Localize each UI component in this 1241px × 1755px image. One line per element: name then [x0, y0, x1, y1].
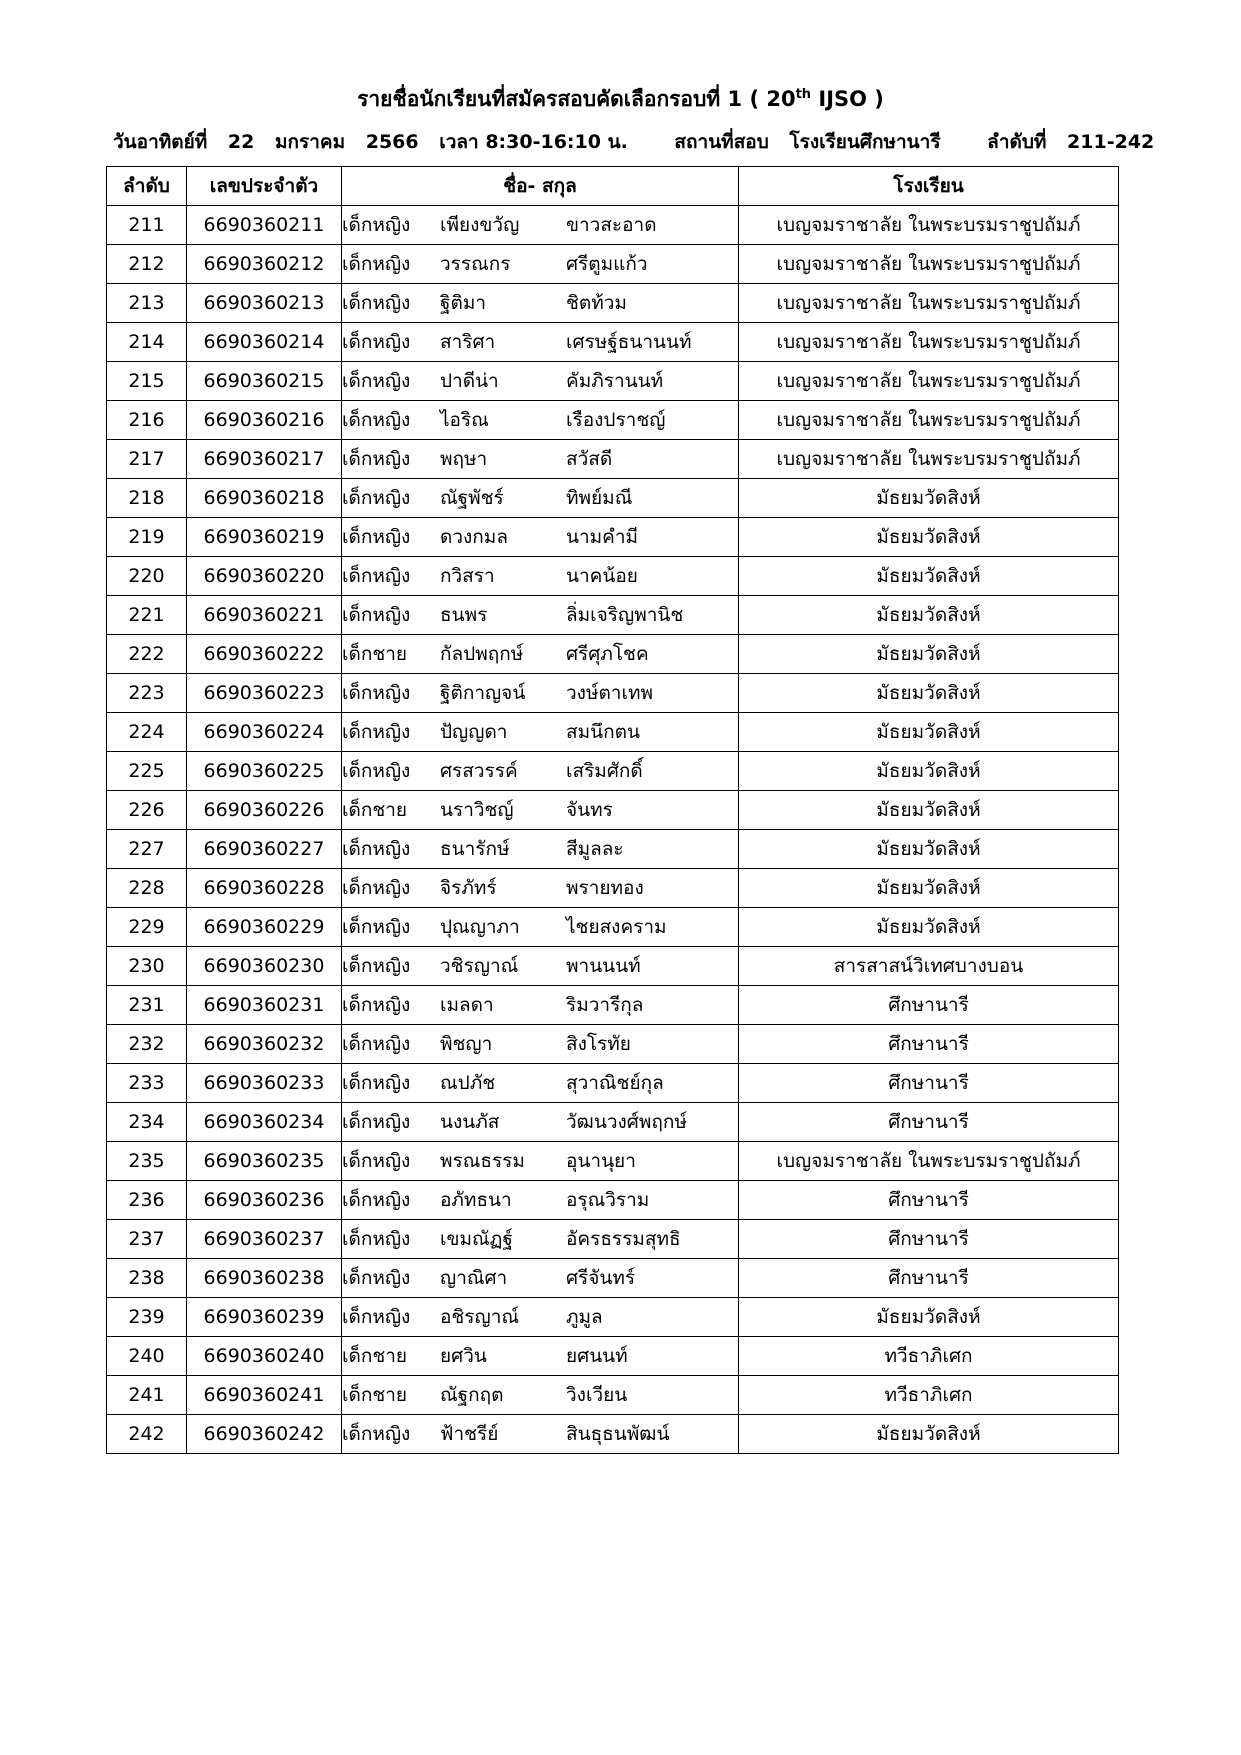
last-name: ลิ่มเจริญพานิช — [566, 604, 684, 626]
row-number: 231 — [107, 986, 187, 1025]
student-name — [342, 1259, 739, 1298]
school-name: เบญจมราชาลัย ในพระบรมราชูปถัมภ์ — [739, 362, 1119, 401]
school-name: เบญจมราชาลัย ในพระบรมราชูปถัมภ์ — [739, 1142, 1119, 1181]
name-prefix: เด็กหญิง — [342, 370, 411, 392]
row-number: 215 — [107, 362, 187, 401]
student-name — [342, 479, 739, 518]
name-prefix: เด็กหญิง — [342, 1150, 411, 1172]
row-number: 241 — [107, 1376, 187, 1415]
student-id: 6690360235 — [187, 1142, 342, 1181]
school-name: เบญจมราชาลัย ในพระบรมราชูปถัมภ์ — [739, 284, 1119, 323]
last-name: พานนนท์ — [566, 955, 641, 977]
student-id: 6690360218 — [187, 479, 342, 518]
student-name — [342, 1103, 739, 1142]
name-prefix: เด็กหญิง — [342, 994, 411, 1016]
school-name: มัธยมวัดสิงห์ — [739, 869, 1119, 908]
student-id: 6690360211 — [187, 206, 342, 245]
student-id: 6690360240 — [187, 1337, 342, 1376]
table-row — [107, 362, 1119, 401]
date-label: วันอาทิตย์ที่ — [113, 131, 208, 153]
school-name: เบญจมราชาลัย ในพระบรมราชูปถัมภ์ — [739, 440, 1119, 479]
first-name: พรณธรรม — [440, 1150, 525, 1172]
table-row — [107, 1415, 1119, 1454]
first-name: กัลปพฤกษ์ — [440, 643, 524, 665]
last-name: ทิพย์มณี — [566, 487, 633, 509]
first-name: พฤษา — [440, 448, 488, 470]
row-number: 226 — [107, 791, 187, 830]
name-prefix: เด็กหญิง — [342, 1423, 411, 1445]
student-name — [342, 635, 739, 674]
student-id: 6690360225 — [187, 752, 342, 791]
first-name: ปาดีน่า — [440, 370, 499, 392]
first-name: ฟ้าชรีย์ — [440, 1423, 499, 1445]
venue-label: สถานที่สอบ — [674, 131, 769, 153]
last-name: ยศนนท์ — [566, 1345, 628, 1367]
table-row — [107, 986, 1119, 1025]
table-row — [107, 791, 1119, 830]
table-row — [107, 1064, 1119, 1103]
student-id: 6690360224 — [187, 713, 342, 752]
name-prefix: เด็กหญิง — [342, 682, 411, 704]
name-prefix: เด็กชาย — [342, 643, 408, 665]
first-name: วรรณกร — [440, 253, 511, 275]
first-name: กวิสรา — [440, 565, 495, 587]
student-name — [342, 1298, 739, 1337]
school-name: เบญจมราชาลัย ในพระบรมราชูปถัมภ์ — [739, 323, 1119, 362]
first-name: ยศวิน — [440, 1345, 487, 1367]
last-name: อรุณวิราม — [566, 1189, 650, 1211]
first-name: นงนภัส — [440, 1111, 500, 1133]
student-name — [342, 791, 739, 830]
student-name — [342, 245, 739, 284]
name-prefix: เด็กหญิง — [342, 214, 411, 236]
last-name: อัครธรรมสุทธิ — [566, 1228, 681, 1250]
last-name: ศรีจันทร์ — [566, 1267, 636, 1289]
student-id: 6690360214 — [187, 323, 342, 362]
row-number: 225 — [107, 752, 187, 791]
student-id: 6690360217 — [187, 440, 342, 479]
name-prefix: เด็กหญิง — [342, 838, 411, 860]
last-name: ชิตท้วม — [566, 292, 627, 314]
last-name: เศรษฐ์ธนานนท์ — [566, 331, 692, 353]
first-name: สาริศา — [440, 331, 496, 353]
school-name: ศึกษานารี — [739, 1064, 1119, 1103]
student-id: 6690360232 — [187, 1025, 342, 1064]
table-row — [107, 596, 1119, 635]
table-row — [107, 518, 1119, 557]
student-name — [342, 869, 739, 908]
name-prefix: เด็กหญิง — [342, 760, 411, 782]
title-superscript: th — [795, 87, 812, 102]
title-end: IJSO ) — [811, 87, 884, 111]
student-id: 6690360242 — [187, 1415, 342, 1454]
student-id: 6690360223 — [187, 674, 342, 713]
last-name: ริมวารีกุล — [566, 994, 644, 1016]
first-name: ณัฐพัชร์ — [440, 487, 504, 509]
row-number: 212 — [107, 245, 187, 284]
student-id: 6690360228 — [187, 869, 342, 908]
student-name — [342, 830, 739, 869]
school-name: มัธยมวัดสิงห์ — [739, 1415, 1119, 1454]
last-name: ภูมูล — [566, 1306, 603, 1328]
name-prefix: เด็กชาย — [342, 1345, 408, 1367]
student-name — [342, 440, 739, 479]
row-number: 217 — [107, 440, 187, 479]
school-name: เบญจมราชาลัย ในพระบรมราชูปถัมภ์ — [739, 245, 1119, 284]
student-id: 6690360239 — [187, 1298, 342, 1337]
last-name: สมนึกตน — [566, 721, 640, 743]
row-number: 214 — [107, 323, 187, 362]
school-name: มัธยมวัดสิงห์ — [739, 479, 1119, 518]
table-row — [107, 1337, 1119, 1376]
student-name — [342, 518, 739, 557]
last-name: ไชยสงคราม — [566, 916, 667, 938]
student-name — [342, 986, 739, 1025]
column-header-number: ลำดับ — [107, 167, 187, 206]
student-id: 6690360221 — [187, 596, 342, 635]
table-row — [107, 245, 1119, 284]
school-name: มัธยมวัดสิงห์ — [739, 635, 1119, 674]
row-number: 233 — [107, 1064, 187, 1103]
student-name — [342, 362, 739, 401]
row-number: 232 — [107, 1025, 187, 1064]
student-name — [342, 206, 739, 245]
last-name: ศรีตูมแก้ว — [566, 253, 648, 275]
table-body — [107, 206, 1119, 1454]
student-id: 6690360226 — [187, 791, 342, 830]
table-row — [107, 830, 1119, 869]
last-name: สวัสดี — [566, 448, 613, 470]
student-id: 6690360219 — [187, 518, 342, 557]
table-row — [107, 1259, 1119, 1298]
name-prefix: เด็กหญิง — [342, 1033, 411, 1055]
first-name: ปุณญาภา — [440, 916, 520, 938]
student-id: 6690360220 — [187, 557, 342, 596]
venue-name: โรงเรียนศึกษานารี — [789, 131, 941, 153]
school-name: ทวีธาภิเศก — [739, 1337, 1119, 1376]
student-id: 6690360241 — [187, 1376, 342, 1415]
student-name — [342, 1025, 739, 1064]
table-row — [107, 947, 1119, 986]
student-id: 6690360215 — [187, 362, 342, 401]
name-prefix: เด็กหญิง — [342, 1189, 411, 1211]
first-name: วชิรญาณ์ — [440, 955, 519, 977]
first-name: เมลดา — [440, 994, 494, 1016]
first-name: อชิรญาณ์ — [440, 1306, 519, 1328]
last-name: ศรีศุภโชค — [566, 643, 649, 665]
name-prefix: เด็กหญิง — [342, 1306, 411, 1328]
first-name: อภัทธนา — [440, 1189, 512, 1211]
student-id: 6690360216 — [187, 401, 342, 440]
school-name: ศึกษานารี — [739, 1259, 1119, 1298]
table-row — [107, 1103, 1119, 1142]
school-name: เบญจมราชาลัย ในพระบรมราชูปถัมภ์ — [739, 206, 1119, 245]
first-name: พิชญา — [440, 1033, 493, 1055]
student-name — [342, 596, 739, 635]
student-name — [342, 323, 739, 362]
table-header-row — [107, 167, 1119, 206]
name-prefix: เด็กหญิง — [342, 877, 411, 899]
first-name: ธนพร — [440, 604, 488, 626]
row-number: 218 — [107, 479, 187, 518]
row-number: 235 — [107, 1142, 187, 1181]
row-number: 223 — [107, 674, 187, 713]
table-row — [107, 1181, 1119, 1220]
row-number: 240 — [107, 1337, 187, 1376]
name-prefix: เด็กหญิง — [342, 448, 411, 470]
student-id: 6690360231 — [187, 986, 342, 1025]
school-name: มัธยมวัดสิงห์ — [739, 791, 1119, 830]
student-id: 6690360230 — [187, 947, 342, 986]
table-row — [107, 1142, 1119, 1181]
name-prefix: เด็กหญิง — [342, 409, 411, 431]
date-day: 22 — [227, 131, 255, 153]
student-name — [342, 1064, 739, 1103]
date-month: มกราคม — [274, 131, 346, 153]
student-id: 6690360234 — [187, 1103, 342, 1142]
last-name: สุวาณิชย์กุล — [566, 1072, 664, 1094]
first-name: ญาณิศา — [440, 1267, 508, 1289]
last-name: วิงเวียน — [566, 1384, 628, 1406]
last-name: คัมภิรานนท์ — [566, 370, 664, 392]
student-name — [342, 1181, 739, 1220]
first-name: เขมณัฏฐ์ — [440, 1228, 513, 1250]
table-row — [107, 1298, 1119, 1337]
name-prefix: เด็กหญิง — [342, 292, 411, 314]
row-number: 236 — [107, 1181, 187, 1220]
table-row — [107, 557, 1119, 596]
first-name: ฐิติกาญจน์ — [440, 682, 526, 704]
student-id: 6690360227 — [187, 830, 342, 869]
table-row — [107, 674, 1119, 713]
name-prefix: เด็กหญิง — [342, 721, 411, 743]
name-prefix: เด็กหญิง — [342, 916, 411, 938]
school-name: มัธยมวัดสิงห์ — [739, 830, 1119, 869]
school-name: ศึกษานารี — [739, 1103, 1119, 1142]
row-number: 227 — [107, 830, 187, 869]
date-year: 2566 — [365, 131, 419, 153]
student-name — [342, 1376, 739, 1415]
last-name: สิงโรทัย — [566, 1033, 631, 1055]
school-name: มัธยมวัดสิงห์ — [739, 713, 1119, 752]
name-prefix: เด็กชาย — [342, 799, 408, 821]
row-number: 234 — [107, 1103, 187, 1142]
last-name: วัฒนวงศ์พฤกษ์ — [566, 1111, 687, 1133]
student-id: 6690360222 — [187, 635, 342, 674]
school-name: ศึกษานารี — [739, 1025, 1119, 1064]
first-name: นราวิชญ์ — [440, 799, 514, 821]
last-name: นาคน้อย — [566, 565, 638, 587]
student-table — [106, 166, 1119, 1454]
student-id: 6690360237 — [187, 1220, 342, 1259]
student-name — [342, 401, 739, 440]
student-name — [342, 1337, 739, 1376]
table-row — [107, 479, 1119, 518]
student-name — [342, 1415, 739, 1454]
student-name — [342, 947, 739, 986]
school-name: มัธยมวัดสิงห์ — [739, 518, 1119, 557]
name-prefix: เด็กหญิง — [342, 565, 411, 587]
table-row — [107, 206, 1119, 245]
table-row — [107, 323, 1119, 362]
name-prefix: เด็กหญิง — [342, 1267, 411, 1289]
exam-info-line — [113, 127, 1153, 157]
student-id: 6690360238 — [187, 1259, 342, 1298]
name-prefix: เด็กหญิง — [342, 604, 411, 626]
student-name — [342, 1142, 739, 1181]
first-name: ณัฐกฤต — [440, 1384, 504, 1406]
row-number: 224 — [107, 713, 187, 752]
table-row — [107, 908, 1119, 947]
first-name: ดวงกมล — [440, 526, 508, 548]
range-value: 211-242 — [1067, 131, 1155, 153]
first-name: ธนารักษ์ — [440, 838, 510, 860]
table-row — [107, 401, 1119, 440]
row-number: 219 — [107, 518, 187, 557]
range-label: ลำดับที่ — [987, 131, 1047, 153]
first-name: ปัญญดา — [440, 721, 508, 743]
last-name: วงษ์ตาเทพ — [566, 682, 654, 704]
first-name: ณปภัช — [440, 1072, 496, 1094]
student-id: 6690360229 — [187, 908, 342, 947]
last-name: จันทร — [566, 799, 613, 821]
last-name: สินธุธนพัฒน์ — [566, 1423, 670, 1445]
row-number: 238 — [107, 1259, 187, 1298]
name-prefix: เด็กหญิง — [342, 331, 411, 353]
school-name: มัธยมวัดสิงห์ — [739, 557, 1119, 596]
school-name: มัธยมวัดสิงห์ — [739, 674, 1119, 713]
first-name: จิรภัทร์ — [440, 877, 497, 899]
school-name: สารสาสน์วิเทศบางบอน — [739, 947, 1119, 986]
school-name: มัธยมวัดสิงห์ — [739, 596, 1119, 635]
student-id: 6690360212 — [187, 245, 342, 284]
row-number: 229 — [107, 908, 187, 947]
row-number: 213 — [107, 284, 187, 323]
table-row — [107, 440, 1119, 479]
school-name: ทวีธาภิเศก — [739, 1376, 1119, 1415]
name-prefix: เด็กชาย — [342, 1384, 408, 1406]
school-name: มัธยมวัดสิงห์ — [739, 752, 1119, 791]
school-name: เบญจมราชาลัย ในพระบรมราชูปถัมภ์ — [739, 401, 1119, 440]
name-prefix: เด็กหญิง — [342, 1228, 411, 1250]
table-row — [107, 1220, 1119, 1259]
row-number: 221 — [107, 596, 187, 635]
time-label: เวลา 8:30-16:10 น. — [439, 131, 628, 153]
table-row — [107, 1025, 1119, 1064]
student-name — [342, 1220, 739, 1259]
column-header-name: ชื่อ- สกุล — [342, 167, 739, 206]
student-name — [342, 557, 739, 596]
name-prefix: เด็กหญิง — [342, 487, 411, 509]
name-prefix: เด็กหญิง — [342, 1111, 411, 1133]
row-number: 222 — [107, 635, 187, 674]
name-prefix: เด็กหญิง — [342, 253, 411, 275]
last-name: เสริมศักดิ์ — [566, 760, 643, 782]
row-number: 242 — [107, 1415, 187, 1454]
last-name: ขาวสะอาด — [566, 214, 657, 236]
first-name: ฐิติมา — [440, 292, 487, 314]
table-row — [107, 284, 1119, 323]
name-prefix: เด็กหญิง — [342, 526, 411, 548]
last-name: อุนานุยา — [566, 1150, 636, 1172]
first-name: เพียงขวัญ — [440, 214, 520, 236]
table-row — [107, 635, 1119, 674]
first-name: ไอริณ — [440, 409, 489, 431]
student-name — [342, 674, 739, 713]
row-number: 228 — [107, 869, 187, 908]
column-header-school: โรงเรียน — [739, 167, 1119, 206]
student-id: 6690360236 — [187, 1181, 342, 1220]
school-name: มัธยมวัดสิงห์ — [739, 1298, 1119, 1337]
table-row — [107, 713, 1119, 752]
row-number: 216 — [107, 401, 187, 440]
name-prefix: เด็กหญิง — [342, 955, 411, 977]
first-name: ศรสวรรค์ — [440, 760, 518, 782]
column-header-id: เลขประจำตัว — [187, 167, 342, 206]
row-number: 237 — [107, 1220, 187, 1259]
table-row — [107, 869, 1119, 908]
student-name — [342, 908, 739, 947]
page-title — [0, 84, 1241, 114]
last-name: สีมูลละ — [566, 838, 624, 860]
last-name: เรืองปราชญ์ — [566, 409, 666, 431]
name-prefix: เด็กหญิง — [342, 1072, 411, 1094]
title-main: รายชื่อนักเรียนที่สมัครสอบคัดเลือกรอบที่ 1 ( 20 — [357, 87, 796, 111]
student-name — [342, 752, 739, 791]
table-row — [107, 752, 1119, 791]
student-id: 6690360213 — [187, 284, 342, 323]
last-name: นามคำมี — [566, 526, 639, 548]
row-number: 239 — [107, 1298, 187, 1337]
row-number: 220 — [107, 557, 187, 596]
school-name: ศึกษานารี — [739, 986, 1119, 1025]
row-number: 230 — [107, 947, 187, 986]
student-name — [342, 713, 739, 752]
school-name: ศึกษานารี — [739, 1220, 1119, 1259]
student-name — [342, 284, 739, 323]
school-name: ศึกษานารี — [739, 1181, 1119, 1220]
last-name: พรายทอง — [566, 877, 644, 899]
table-row — [107, 1376, 1119, 1415]
student-id: 6690360233 — [187, 1064, 342, 1103]
school-name: มัธยมวัดสิงห์ — [739, 908, 1119, 947]
row-number: 211 — [107, 206, 187, 245]
